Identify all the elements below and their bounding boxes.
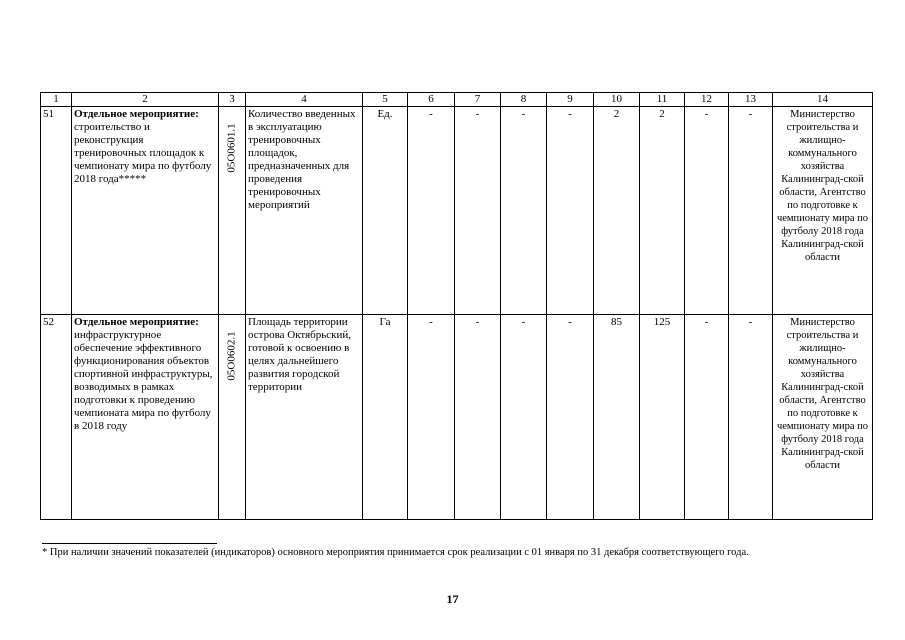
header-cell: 13 <box>729 93 773 107</box>
value-cell: - <box>408 107 455 315</box>
footnote: * При наличии значений показателей (индикаторов) основного мероприятия принимается срок реализации с 01 января по 31 декабря соответствующего года. <box>42 547 749 558</box>
unit-cell: Га <box>363 315 408 520</box>
header-cell: 7 <box>455 93 501 107</box>
table-header-row <box>41 93 873 107</box>
header-cell: 1 <box>41 93 72 107</box>
indicator-cell: Количество введенных в эксплуатацию тренировочных площадок, предназначенных для проведения тренировочных мероприятий <box>246 107 363 315</box>
indicator-cell: Площадь территории острова Октябрьский, готовой к освоению в целях дальнейшего развития городской территории <box>246 315 363 520</box>
activity-cell <box>72 107 219 315</box>
header-cell: 6 <box>408 93 455 107</box>
table-row <box>41 315 873 520</box>
row-number: 52 <box>41 315 72 520</box>
indicators-table <box>40 92 873 520</box>
value-cell: - <box>408 315 455 520</box>
header-cell: 10 <box>594 93 640 107</box>
value-cell: - <box>547 315 594 520</box>
header-cell: 2 <box>72 93 219 107</box>
code-cell <box>219 107 246 315</box>
header-cell: 11 <box>640 93 685 107</box>
activity-title: Отдельное мероприятие: <box>74 316 199 328</box>
activity-code: 05О0602.1 <box>225 331 238 381</box>
value-cell: - <box>685 107 729 315</box>
header-cell: 4 <box>246 93 363 107</box>
code-cell <box>219 315 246 520</box>
executor-cell: Министерство строительства и жилищно-коммунального хозяйства Калининград-ской области, Агентство по подготовке к чемпионату мира по футболу 2018 года Калининград-ской области <box>773 107 873 315</box>
value-cell: - <box>729 107 773 315</box>
value-cell: 85 <box>594 315 640 520</box>
executor-cell: Министерство строительства и жилищно-коммунального хозяйства Калининград-ской области, Агентство по подготовке к чемпионату мира по футболу 2018 года Калининград-ской области <box>773 315 873 520</box>
value-cell: 2 <box>594 107 640 315</box>
activity-cell <box>72 315 219 520</box>
page-number: 17 <box>446 592 459 606</box>
header-cell: 8 <box>501 93 547 107</box>
unit-cell: Ед. <box>363 107 408 315</box>
activity-description: инфраструктурное обеспечение эффективного функционирования объектов спортивной инфраструктуры, возводимых в рамках подготовки к проведению чемпионата мира по футболу в 2018 году <box>74 329 213 432</box>
activity-description: строительство и реконструкция тренировочных площадок к чемпионату мира по футболу 2018 года***** <box>74 121 212 185</box>
value-cell: - <box>455 315 501 520</box>
value-cell: 125 <box>640 315 685 520</box>
footnote-divider <box>42 543 217 544</box>
header-cell: 3 <box>219 93 246 107</box>
value-cell: - <box>729 315 773 520</box>
table-row <box>41 107 873 315</box>
row-number: 51 <box>41 107 72 315</box>
value-cell: - <box>501 315 547 520</box>
value-cell: 2 <box>640 107 685 315</box>
value-cell: - <box>547 107 594 315</box>
value-cell: - <box>685 315 729 520</box>
header-cell: 14 <box>773 93 873 107</box>
activity-code: 05О0601.1 <box>225 123 238 173</box>
header-cell: 9 <box>547 93 594 107</box>
activity-title: Отдельное мероприятие: <box>74 108 199 120</box>
header-cell: 5 <box>363 93 408 107</box>
value-cell: - <box>455 107 501 315</box>
header-cell: 12 <box>685 93 729 107</box>
value-cell: - <box>501 107 547 315</box>
